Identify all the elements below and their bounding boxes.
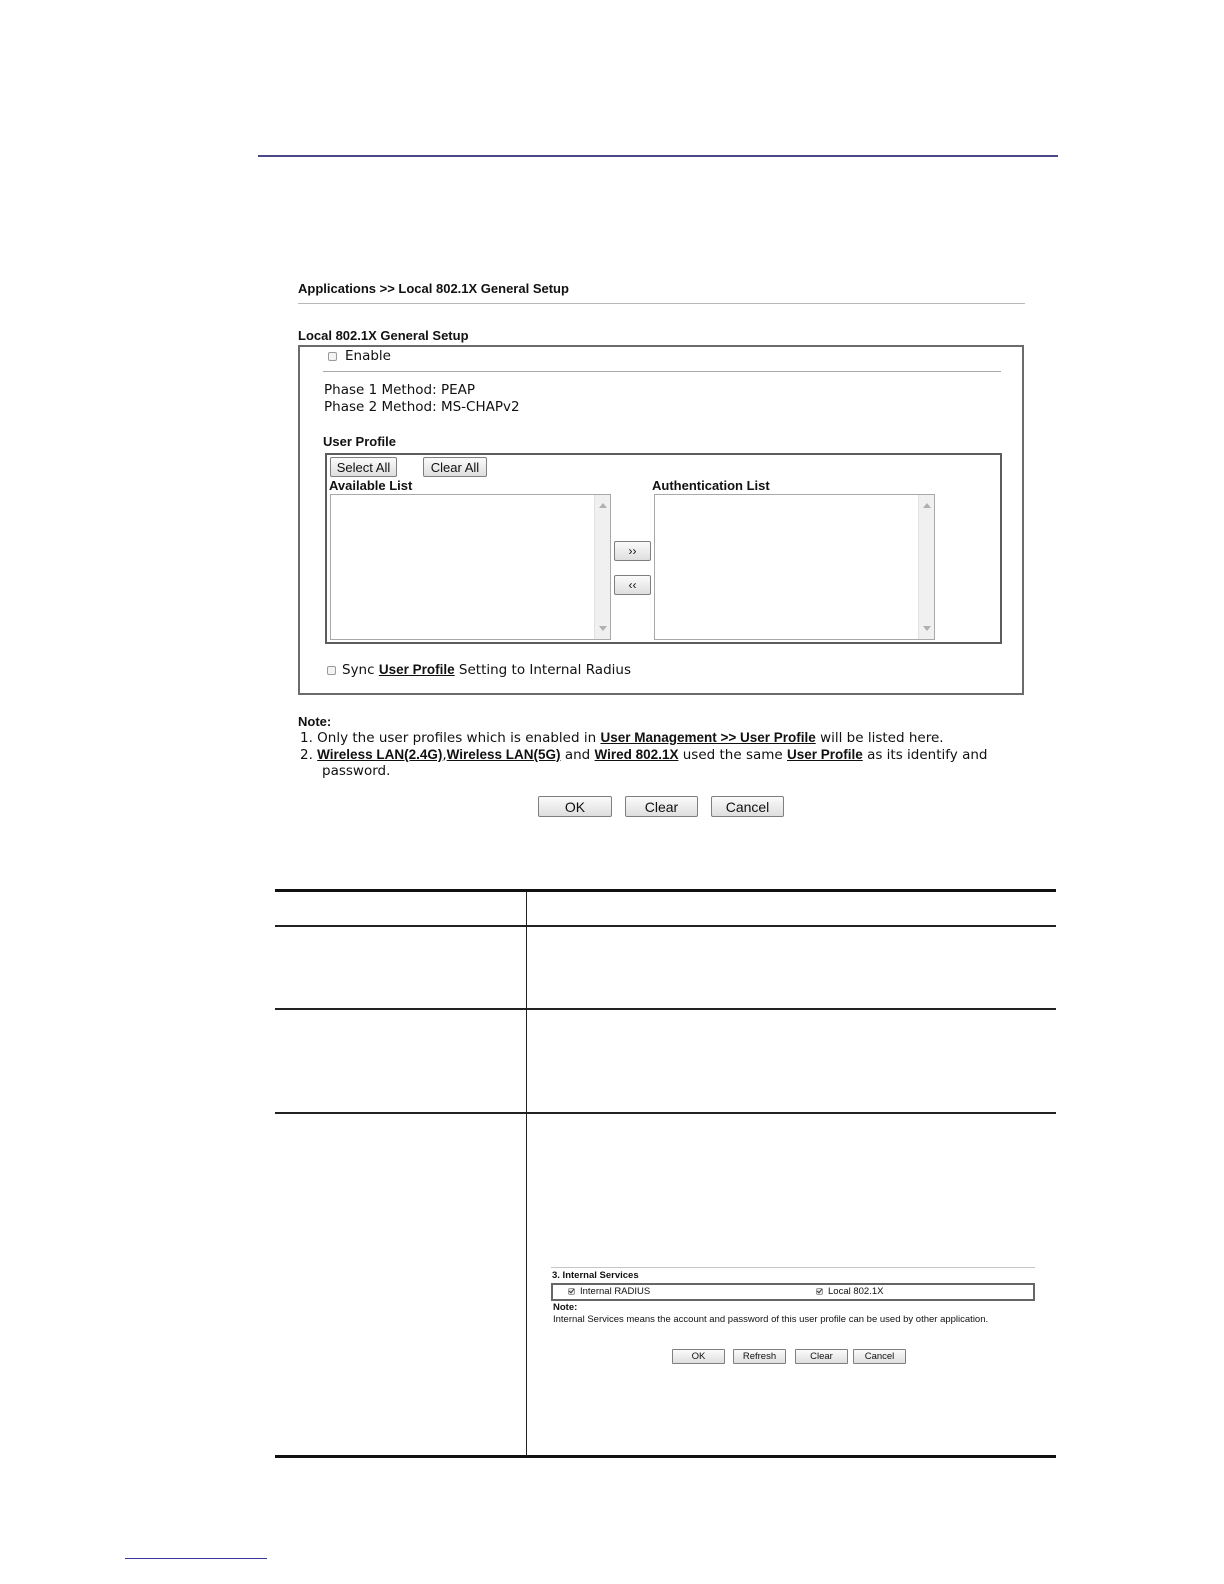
enable-checkbox[interactable] <box>328 352 337 361</box>
note-text: , <box>442 747 447 763</box>
page-footer-rule <box>125 1558 267 1559</box>
embedded-refresh-button[interactable]: Refresh <box>733 1349 786 1364</box>
wireless-24g-link[interactable]: Wireless LAN(2.4G) <box>317 747 443 762</box>
sync-suffix: Setting to Internal Radius <box>454 662 631 678</box>
cancel-button[interactable]: Cancel <box>711 796 784 817</box>
breadcrumb-divider <box>298 303 1025 304</box>
authentication-scrollbar[interactable] <box>918 495 934 639</box>
table-row-divider <box>275 1112 1056 1114</box>
internal-services-title: 3. Internal Services <box>552 1270 639 1281</box>
clear-all-button[interactable]: Clear All <box>423 457 487 477</box>
internal-radius-checkbox[interactable] <box>568 1288 575 1295</box>
move-left-button[interactable]: ‹‹ <box>614 575 651 595</box>
note-text: 2. <box>300 747 318 763</box>
sync-user-profile-link[interactable]: User Profile <box>378 662 455 677</box>
note-line-2 <box>300 747 987 763</box>
phase1-method: Phase 1 Method: PEAP <box>324 382 475 398</box>
table-row-divider <box>275 1008 1056 1010</box>
available-list-label: Available List <box>329 478 413 493</box>
internal-radius-option <box>568 1286 650 1297</box>
user-profile-title: User Profile <box>323 434 396 449</box>
note-text: used the same <box>678 747 788 763</box>
enable-label: Enable <box>345 348 391 364</box>
embedded-note-text: Internal Services means the account and password of this user profile can be used by other application. <box>553 1314 989 1325</box>
move-right-button[interactable]: ›› <box>614 541 651 561</box>
page-header-rule <box>258 155 1058 157</box>
scroll-up-icon[interactable] <box>923 503 931 508</box>
sync-checkbox[interactable] <box>327 666 336 675</box>
note-text: and <box>560 747 595 763</box>
available-scrollbar[interactable] <box>594 495 610 639</box>
clear-button[interactable]: Clear <box>625 796 698 817</box>
breadcrumb: Applications >> Local 802.1X General Setup <box>298 281 569 296</box>
local-8021x-label: Local 802.1X <box>828 1286 884 1297</box>
ok-button[interactable]: OK <box>538 796 612 817</box>
user-management-link[interactable]: User Management >> User Profile <box>600 730 816 745</box>
authentication-listbox[interactable] <box>654 494 935 640</box>
embedded-clear-button[interactable]: Clear <box>795 1349 848 1364</box>
sync-row <box>327 662 631 678</box>
note-line-1 <box>300 730 944 746</box>
table-bottom-border <box>275 1455 1056 1458</box>
table-column-divider <box>526 892 527 1456</box>
enable-row <box>328 348 391 364</box>
scroll-down-icon[interactable] <box>599 626 607 631</box>
phase2-method: Phase 2 Method: MS-CHAPv2 <box>324 399 520 415</box>
wireless-5g-link[interactable]: Wireless LAN(5G) <box>446 747 561 762</box>
internal-services-divider <box>551 1267 1035 1268</box>
scroll-up-icon[interactable] <box>599 503 607 508</box>
enable-divider <box>323 371 1001 372</box>
local-8021x-checkbox[interactable] <box>816 1288 823 1295</box>
note-text: will be listed here. <box>815 730 944 746</box>
table-row-divider <box>275 925 1056 927</box>
available-listbox[interactable] <box>330 494 611 640</box>
note-text: as its identify and <box>862 747 988 763</box>
embedded-note-title: Note: <box>553 1302 578 1313</box>
wired-8021x-link[interactable]: Wired 802.1X <box>594 747 679 762</box>
table-top-border <box>275 889 1056 892</box>
authentication-list-label: Authentication List <box>652 478 770 493</box>
note-line-3: password. <box>322 763 391 779</box>
local-8021x-option <box>816 1286 883 1297</box>
sync-prefix: Sync <box>342 662 379 678</box>
embedded-cancel-button[interactable]: Cancel <box>853 1349 906 1364</box>
user-profile-link[interactable]: User Profile <box>787 747 863 762</box>
section-title: Local 802.1X General Setup <box>298 328 469 343</box>
note-text: 1. Only the user profiles which is enabled in <box>300 730 601 746</box>
scroll-down-icon[interactable] <box>923 626 931 631</box>
internal-radius-label: Internal RADIUS <box>580 1286 651 1297</box>
select-all-button[interactable]: Select All <box>330 457 397 477</box>
embedded-ok-button[interactable]: OK <box>672 1349 725 1364</box>
note-title: Note: <box>298 714 332 729</box>
